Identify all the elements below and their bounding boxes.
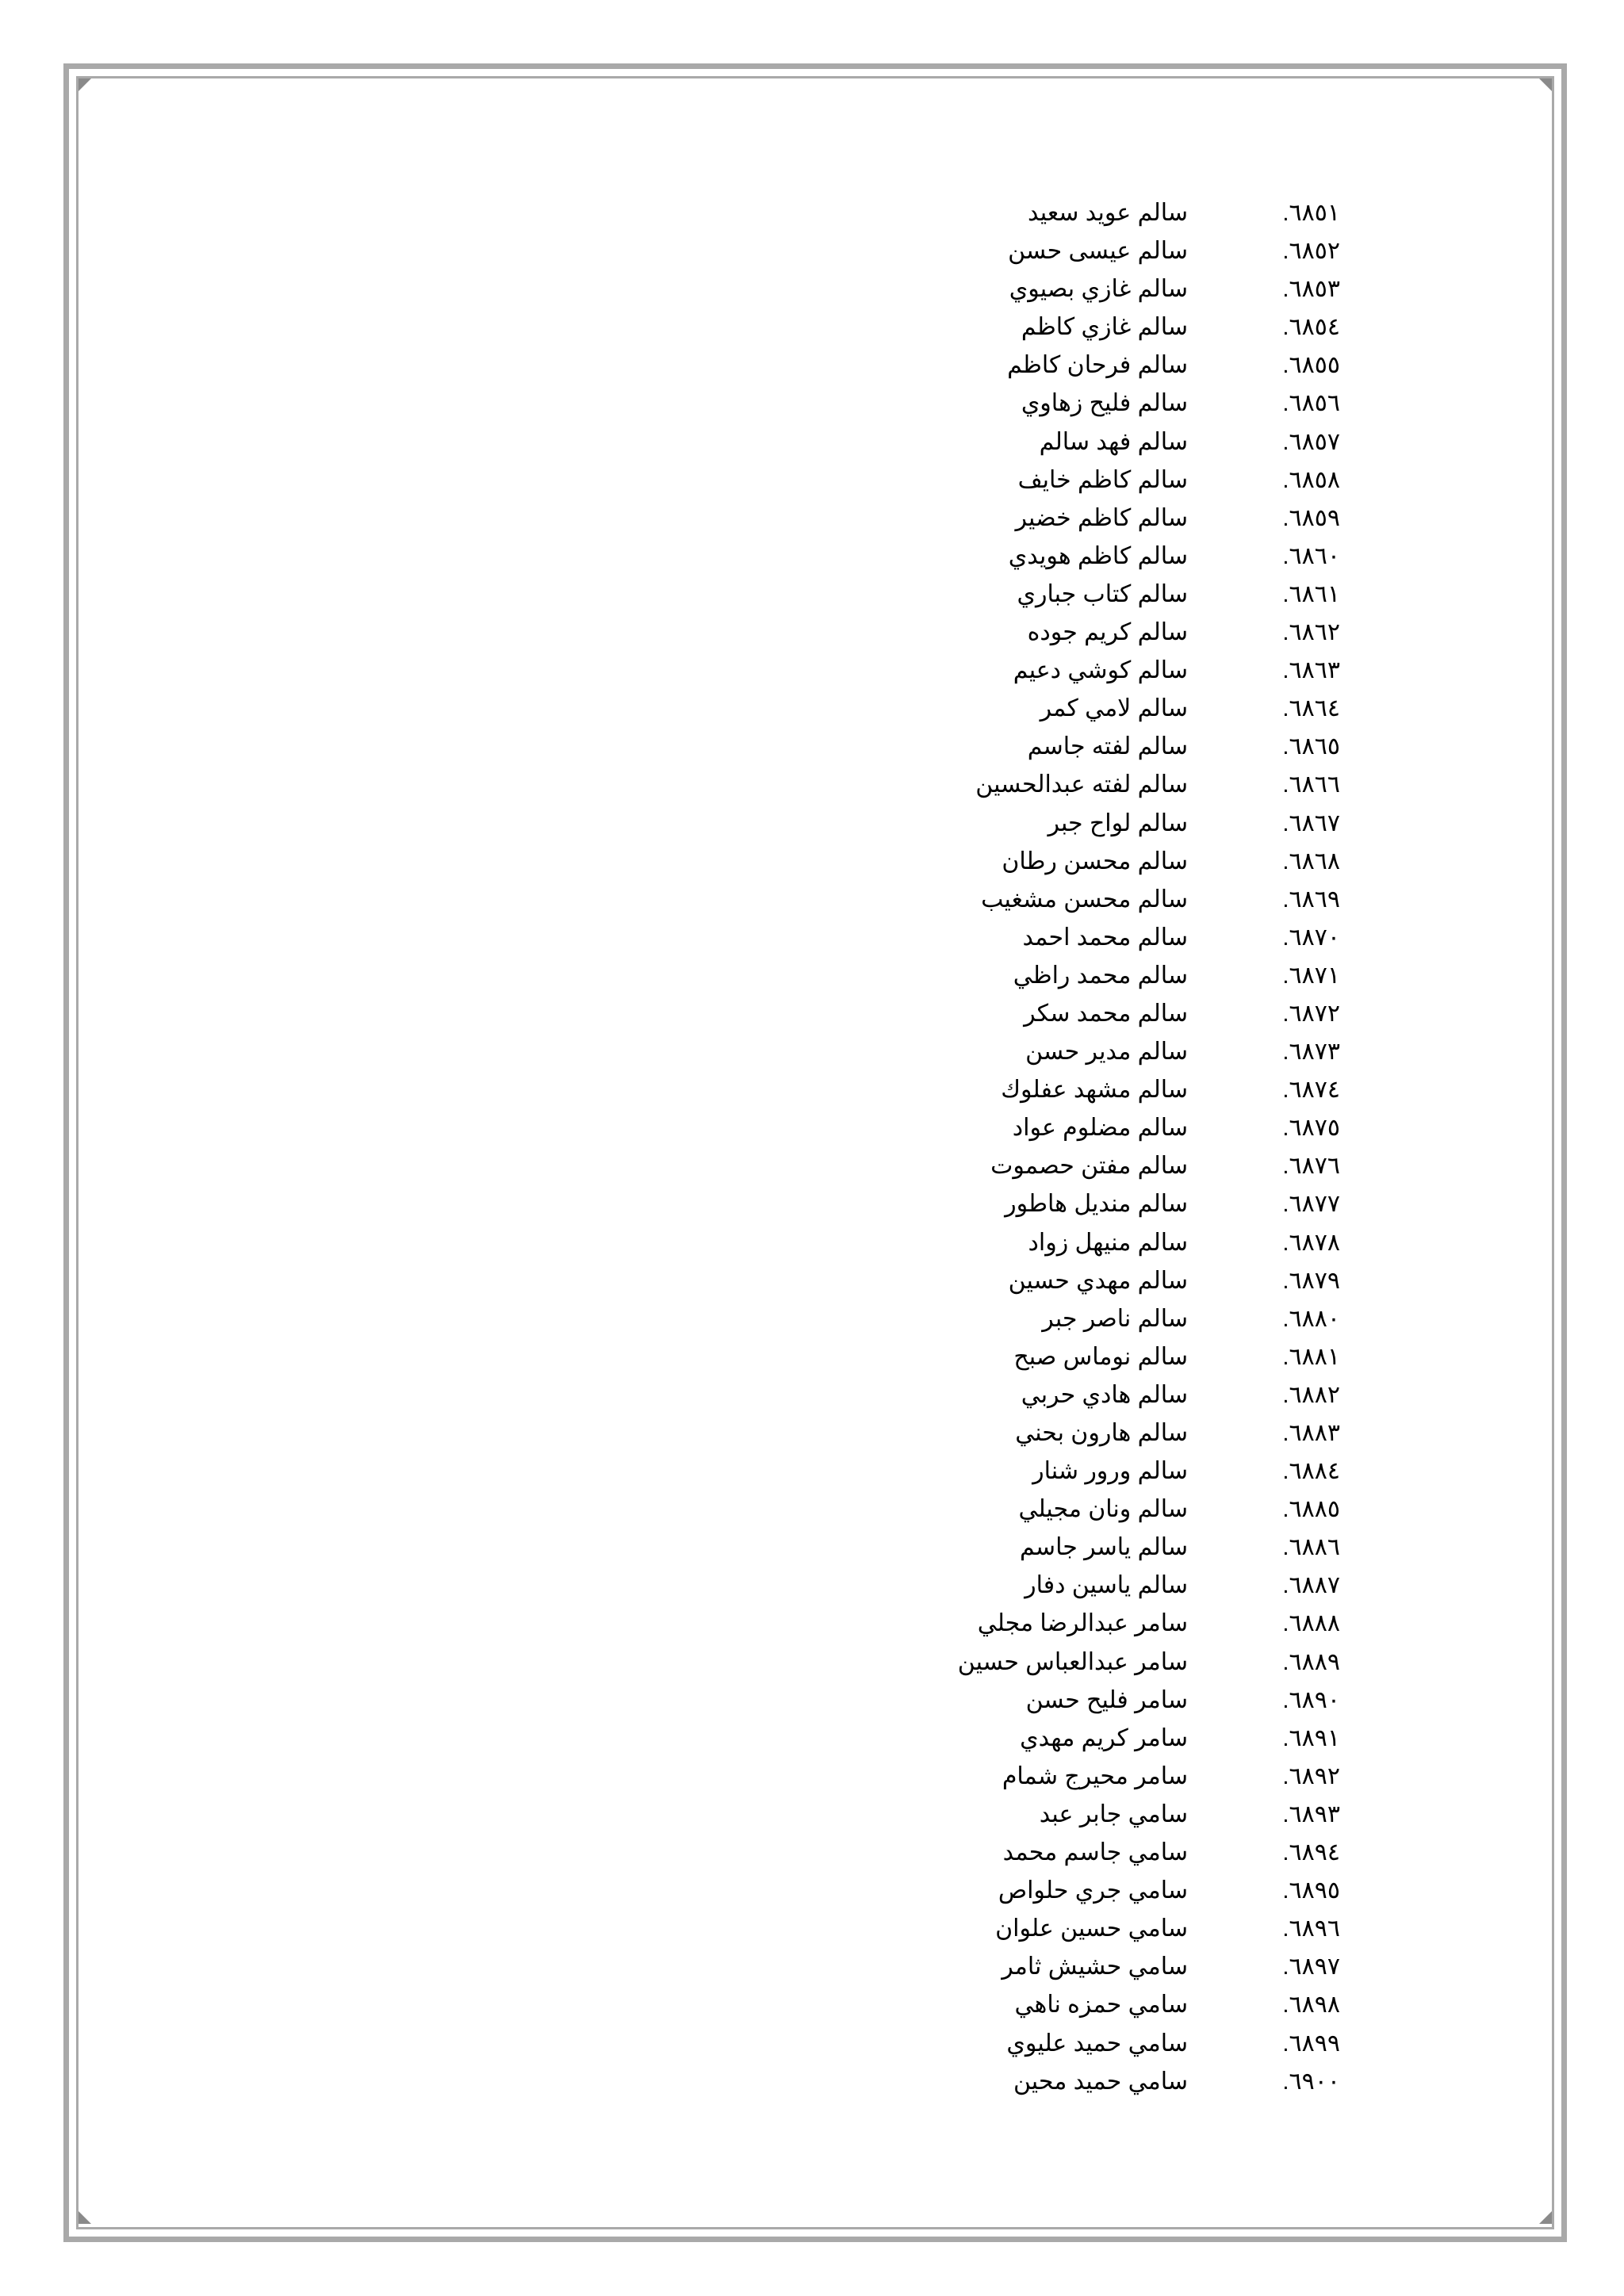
list-item — [0, 1567, 1624, 1605]
entry-name: سامي حشيش ثامر — [1002, 1954, 1188, 1980]
entry-number: ٦٨٥٣. — [1282, 276, 1340, 303]
list-item — [0, 1071, 1624, 1109]
list-item — [0, 1986, 1624, 2024]
list-item — [0, 766, 1624, 804]
entry-number: ٦٨٥٩. — [1282, 504, 1340, 531]
entry-number: ٦٨٥٥. — [1282, 352, 1340, 379]
entry-name: سالم غازي بصيوي — [1009, 276, 1188, 303]
list-item — [0, 423, 1624, 461]
list-item — [0, 1224, 1624, 1262]
entry-name: سالم نوماس صبح — [1013, 1343, 1188, 1370]
list-item — [0, 1948, 1624, 1986]
entry-number: ٦٨٧٠. — [1282, 924, 1340, 951]
list-item — [0, 538, 1624, 576]
list-item — [0, 652, 1624, 690]
list-item — [0, 1682, 1624, 1720]
list-item — [0, 1834, 1624, 1872]
entry-name: سامي حميد محين — [1013, 2068, 1188, 2095]
entry-number: ٦٨٩١. — [1282, 1724, 1340, 1751]
list-item — [0, 1338, 1624, 1376]
entry-number: ٦٨٥٧. — [1282, 428, 1340, 455]
list-item — [0, 1262, 1624, 1300]
entry-number: ٦٨٨٤. — [1282, 1458, 1340, 1485]
list-item — [0, 919, 1624, 957]
list-item — [0, 1529, 1624, 1567]
list-item — [0, 308, 1624, 346]
entry-name: سالم لفته عبدالحسين — [975, 771, 1188, 798]
list-item — [0, 1910, 1624, 1948]
entry-number: ٦٨٨٥. — [1282, 1496, 1340, 1523]
entry-number: ٦٨٥٦. — [1282, 390, 1340, 417]
list-item — [0, 1147, 1624, 1185]
entry-number: ٦٨٥٤. — [1282, 314, 1340, 341]
list-item — [0, 995, 1624, 1033]
entry-name: سالم مشهد عفلوك — [1001, 1077, 1188, 1104]
entry-name: سامر عبدالرضا مجلي — [977, 1610, 1188, 1637]
entry-number: ٦٨٧٢. — [1282, 1000, 1340, 1027]
entry-number: ٦٨٩٥. — [1282, 1877, 1340, 1904]
list-item — [0, 1414, 1624, 1452]
entry-number: ٦٨٧٣. — [1282, 1039, 1340, 1066]
list-item — [0, 1758, 1624, 1796]
corner-ornament-bottom-left — [79, 2211, 91, 2224]
list-item — [0, 881, 1624, 919]
entry-name: سالم عيسى حسن — [1008, 238, 1188, 265]
list-item — [0, 232, 1624, 270]
entry-name: سالم كوشي دعيم — [1013, 657, 1188, 684]
entry-name: سالم كاظم خايف — [1017, 466, 1188, 493]
list-item — [0, 728, 1624, 766]
entry-name: سامر محيرج شمام — [1002, 1762, 1188, 1789]
list-item — [0, 690, 1624, 728]
list-item — [0, 805, 1624, 843]
entry-number: ٦٨٨٩. — [1282, 1648, 1340, 1675]
list-item — [0, 1720, 1624, 1758]
entry-name: سالم ورور شنار — [1032, 1458, 1188, 1485]
entry-number: ٦٨٥١. — [1282, 200, 1340, 226]
entry-name: سالم غازي كاظم — [1021, 314, 1188, 341]
entry-name: سالم هارون بحني — [1015, 1420, 1188, 1446]
list-item — [0, 385, 1624, 423]
entry-name: سامر عبدالعباس حسين — [957, 1648, 1188, 1675]
list-item — [0, 2063, 1624, 2101]
entry-name: سالم كريم جوده — [1027, 619, 1188, 646]
entry-number: ٦٨٨٨. — [1282, 1610, 1340, 1637]
list-item — [0, 843, 1624, 881]
entry-name: سامي جري حلواص — [998, 1877, 1188, 1904]
list-item — [0, 1644, 1624, 1682]
entry-name: سامي حميد عليوي — [1006, 2030, 1188, 2057]
entry-name: سالم ونان مجيلي — [1018, 1496, 1188, 1523]
list-item — [0, 1376, 1624, 1414]
entry-number: ٦٨٦٧. — [1282, 809, 1340, 836]
entry-number: ٦٨٦٢. — [1282, 619, 1340, 646]
list-item — [0, 2025, 1624, 2063]
entry-number: ٦٨٧١. — [1282, 962, 1340, 989]
entry-name: سامي جابر عبد — [1039, 1800, 1188, 1827]
entry-number: ٦٨٧٥. — [1282, 1115, 1340, 1142]
entry-number: ٦٨٩٨. — [1282, 1992, 1340, 2019]
entry-name: سالم محمد احمد — [1022, 924, 1188, 951]
entry-number: ٦٨٩٢. — [1282, 1762, 1340, 1789]
entry-name: سالم فهد سالم — [1039, 428, 1188, 455]
list-item — [0, 270, 1624, 308]
entry-name: سامر فليح حسن — [1025, 1686, 1188, 1713]
entry-number: ٦٩٠٠. — [1282, 2068, 1340, 2095]
entry-name: سالم ناصر جبر — [1042, 1305, 1188, 1332]
entry-number: ٦٨٨٣. — [1282, 1420, 1340, 1446]
corner-ornament-top-right — [1539, 78, 1552, 91]
entry-number: ٦٨٨١. — [1282, 1343, 1340, 1370]
list-item — [0, 1185, 1624, 1223]
entry-name: سالم فرحان كاظم — [1007, 352, 1188, 379]
list-item — [0, 957, 1624, 995]
list-item — [0, 1796, 1624, 1834]
list-item — [0, 1872, 1624, 1910]
entry-name: سالم مفتن حصموت — [990, 1153, 1188, 1180]
entry-name: سالم كاظم هويدي — [1008, 542, 1188, 569]
entry-number: ٦٨٧٧. — [1282, 1191, 1340, 1218]
entry-name: سالم كاظم خضير — [1015, 504, 1188, 531]
entry-name: سالم محسن مشغيب — [981, 886, 1188, 913]
entry-number: ٦٨٩٠. — [1282, 1686, 1340, 1713]
entry-number: ٦٨٩٧. — [1282, 1954, 1340, 1980]
entry-number: ٦٨٥٨. — [1282, 466, 1340, 493]
entry-name: سالم محمد سكر — [1024, 1000, 1188, 1027]
entry-number: ٦٨٦٦. — [1282, 771, 1340, 798]
entry-number: ٦٨٨٠. — [1282, 1305, 1340, 1332]
entry-name: سالم مهدي حسين — [1008, 1267, 1188, 1294]
entry-number: ٦٨٩٤. — [1282, 1839, 1340, 1866]
entry-number: ٦٨٧٤. — [1282, 1077, 1340, 1104]
entry-number: ٦٨٥٢. — [1282, 238, 1340, 265]
entry-name: سالم لواح جبر — [1048, 809, 1188, 836]
entry-name: سالم لامي كمر — [1040, 695, 1188, 722]
entry-number: ٦٨٦٥. — [1282, 733, 1340, 760]
list-item — [0, 1033, 1624, 1071]
entry-name: سالم منيهل زواد — [1028, 1229, 1188, 1256]
entry-name: سامي حسين علوان — [995, 1915, 1188, 1942]
entry-number: ٦٨٦٠. — [1282, 542, 1340, 569]
entry-name: سالم محمد راظي — [1013, 962, 1188, 989]
entry-name: سالم منديل هاطور — [1005, 1191, 1188, 1218]
entry-number: ٦٨٨٧. — [1282, 1572, 1340, 1599]
entry-name: سالم ياسين دفار — [1025, 1572, 1188, 1599]
corner-ornament-bottom-right — [1539, 2211, 1552, 2224]
entry-name: سامي حمزه ناهي — [1014, 1992, 1188, 2019]
list-item — [0, 614, 1624, 652]
entry-number: ٦٨٦٣. — [1282, 657, 1340, 684]
entry-name: سالم فليح زهاوي — [1021, 390, 1188, 417]
list-item — [0, 576, 1624, 614]
entry-number: ٦٨٦٩. — [1282, 886, 1340, 913]
list-item — [0, 461, 1624, 499]
entry-name: سالم مدير حسن — [1025, 1039, 1188, 1066]
entry-number: ٦٨٦٨. — [1282, 848, 1340, 874]
entry-name: سالم هادي حربي — [1021, 1381, 1188, 1408]
entry-number: ٦٨٩٦. — [1282, 1915, 1340, 1942]
entry-name: سالم عويد سعيد — [1028, 200, 1188, 226]
list-item — [0, 1490, 1624, 1529]
entry-number: ٦٨٨٢. — [1282, 1381, 1340, 1408]
list-item — [0, 499, 1624, 538]
entry-number: ٦٨٧٨. — [1282, 1229, 1340, 1256]
list-item — [0, 1605, 1624, 1643]
entry-number: ٦٨٦١. — [1282, 580, 1340, 607]
list-item — [0, 1300, 1624, 1338]
entry-number: ٦٨٩٩. — [1282, 2030, 1340, 2057]
entry-name: سالم مضلوم عواد — [1012, 1115, 1188, 1142]
entry-number: ٦٨٧٩. — [1282, 1267, 1340, 1294]
entry-number: ٦٨٧٦. — [1282, 1153, 1340, 1180]
names-list — [0, 194, 1624, 2101]
list-item — [0, 1452, 1624, 1490]
entry-name: سامر كريم مهدي — [1020, 1724, 1188, 1751]
list-item — [0, 194, 1624, 232]
entry-number: ٦٨٨٦. — [1282, 1534, 1340, 1561]
entry-name: سالم ياسر جاسم — [1019, 1534, 1188, 1561]
entry-name: سالم لفته جاسم — [1027, 733, 1188, 760]
entry-name: سالم محسن رطان — [1002, 848, 1188, 874]
list-item — [0, 1109, 1624, 1147]
entry-name: سامي جاسم محمد — [1002, 1839, 1188, 1866]
corner-ornament-top-left — [79, 78, 91, 91]
entry-number: ٦٨٦٤. — [1282, 695, 1340, 722]
entry-name: سالم كتاب جباري — [1017, 580, 1188, 607]
entry-number: ٦٨٩٣. — [1282, 1800, 1340, 1827]
list-item — [0, 346, 1624, 385]
